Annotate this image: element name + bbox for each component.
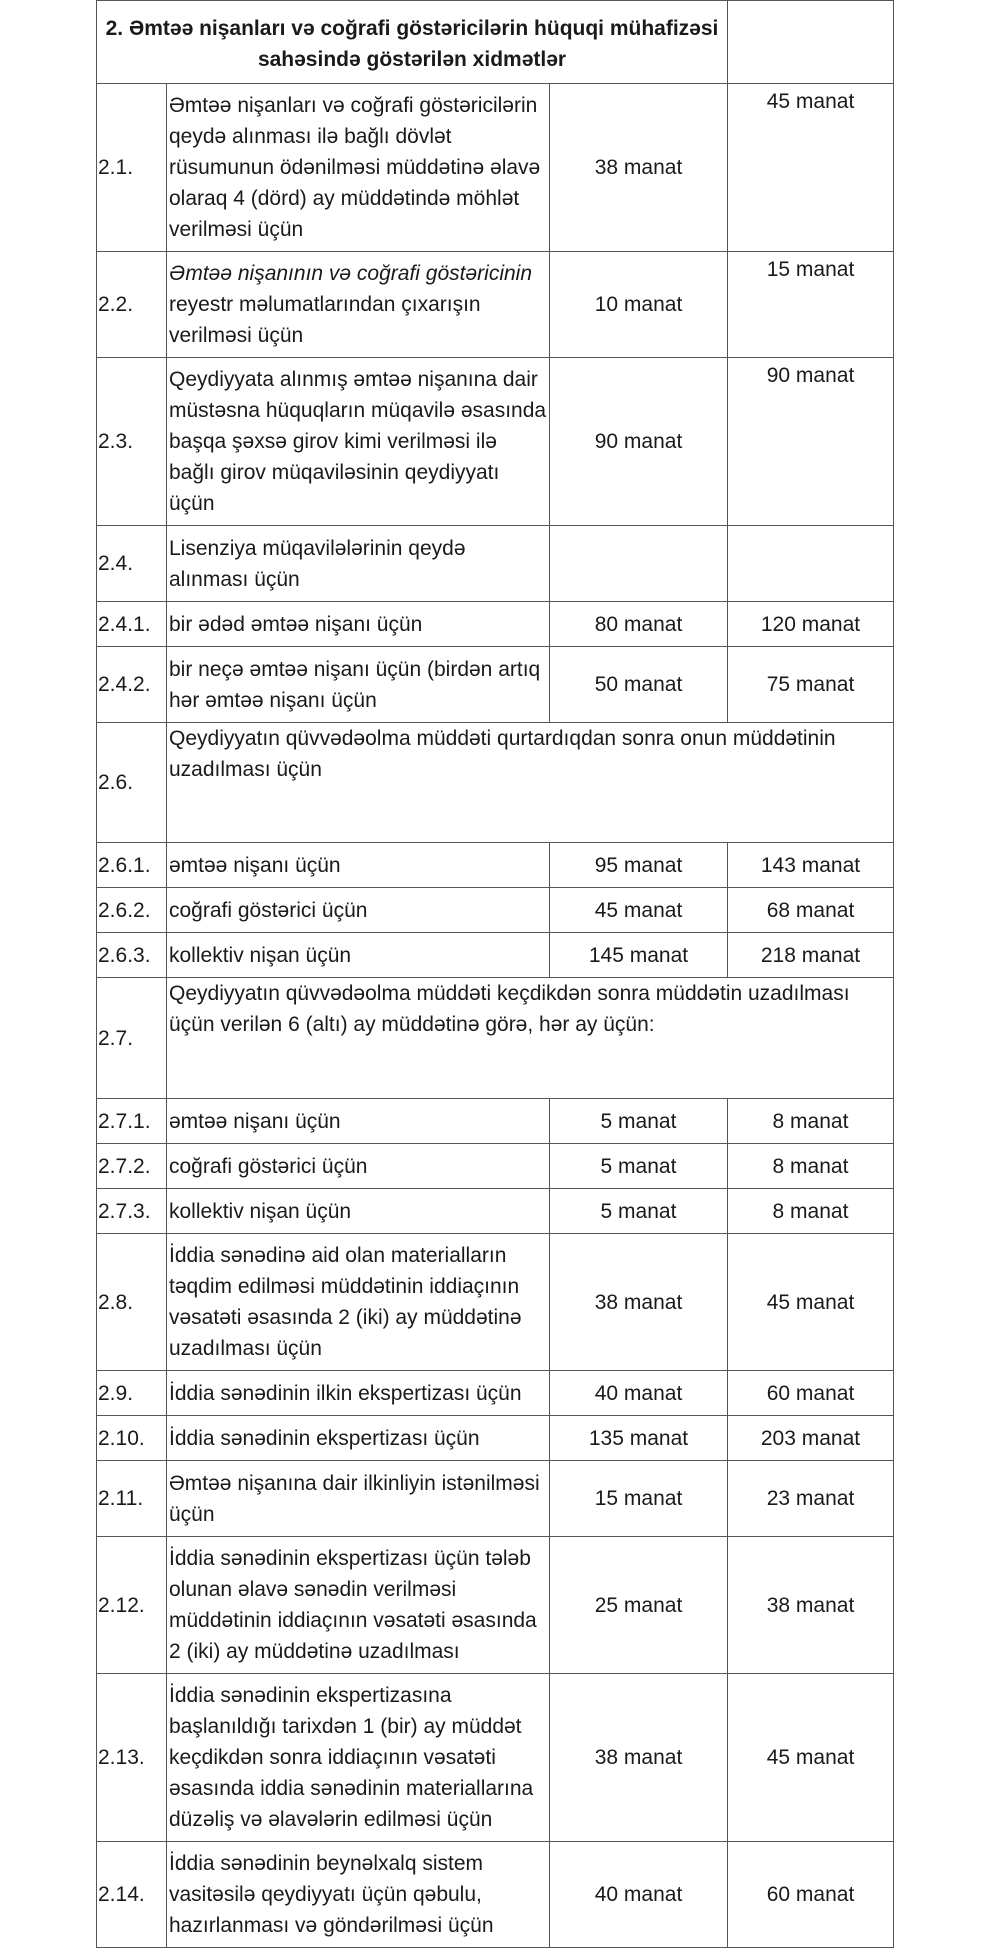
row-number: 2.7.3. xyxy=(97,1189,167,1234)
fee-document xyxy=(96,0,893,1948)
row-price-1: 90 manat xyxy=(550,358,728,526)
fee-table xyxy=(96,0,894,1948)
table-row xyxy=(97,723,894,843)
row-number: 2.7.2. xyxy=(97,1144,167,1189)
row-price-1: 40 manat xyxy=(550,1842,728,1948)
row-number: 2.3. xyxy=(97,358,167,526)
row-description: Qeydiyyatın qüvvədəolma müddəti qurtardıqdan sonra onun müddətinin uzadılması üçün xyxy=(167,723,894,843)
row-price-2: 60 manat xyxy=(728,1371,894,1416)
table-row xyxy=(97,1537,894,1674)
row-description: Qeydiyyatın qüvvədəolma müddəti keçdikdən sonra müddətin uzadılması üçün verilən 6 (altı) ay müddətinə görə, hər ay üçün: xyxy=(167,978,894,1099)
row-description: İddia sənədinin beynəlxalq sistem vasitəsilə qeydiyyatı üçün qəbulu, hazırlanması və göndərilməsi üçün xyxy=(167,1842,550,1948)
row-price-1: 10 manat xyxy=(550,252,728,358)
row-price-1 xyxy=(550,526,728,602)
row-price-1: 38 manat xyxy=(550,1674,728,1842)
row-price-1: 5 manat xyxy=(550,1099,728,1144)
row-description: coğrafi göstərici üçün xyxy=(167,888,550,933)
row-price-2: 38 manat xyxy=(728,1537,894,1674)
row-price-2: 15 manat xyxy=(728,252,894,358)
row-price-1: 25 manat xyxy=(550,1537,728,1674)
row-number: 2.9. xyxy=(97,1371,167,1416)
table-row xyxy=(97,843,894,888)
row-price-1: 145 manat xyxy=(550,933,728,978)
table-row xyxy=(97,358,894,526)
table-row xyxy=(97,647,894,723)
row-number: 2.4. xyxy=(97,526,167,602)
row-number: 2.12. xyxy=(97,1537,167,1674)
table-row xyxy=(97,933,894,978)
row-price-2 xyxy=(728,526,894,602)
row-price-2: 75 manat xyxy=(728,647,894,723)
row-description: bir neçə əmtəə nişanı üçün (birdən artıq hər əmtəə nişanı üçün xyxy=(167,647,550,723)
row-price-1: 5 manat xyxy=(550,1144,728,1189)
row-number: 2.6. xyxy=(97,723,167,843)
section-title: 2. Əmtəə nişanları və coğrafi göstəricilərin hüquqi mühafizəsi sahəsində göstərilən xidmətlər xyxy=(97,1,728,84)
row-price-1: 5 manat xyxy=(550,1189,728,1234)
row-description: İddia sənədinin ekspertizası üçün tələb olunan əlavə sənədin verilməsi müddətinin iddiaçının vəsatəti əsasında 2 (iki) ay müddətinə uzadılması xyxy=(167,1537,550,1674)
row-price-1: 50 manat xyxy=(550,647,728,723)
row-description-rest: reyestr məlumatlarından çıxarışın verilməsi üçün xyxy=(169,293,481,347)
row-description: bir ədəd əmtəə nişanı üçün xyxy=(167,602,550,647)
row-price-1: 95 manat xyxy=(550,843,728,888)
table-row xyxy=(97,84,894,252)
row-number: 2.6.3. xyxy=(97,933,167,978)
table-row xyxy=(97,1461,894,1537)
row-price-2: 60 manat xyxy=(728,1842,894,1948)
row-number: 2.7.1. xyxy=(97,1099,167,1144)
table-row xyxy=(97,1416,894,1461)
row-description: Əmtəə nişanına dair ilkinliyin istənilməsi üçün xyxy=(167,1461,550,1537)
row-price-2: 45 manat xyxy=(728,84,894,252)
row-number: 2.11. xyxy=(97,1461,167,1537)
row-description: İddia sənədinə aid olan materialların təqdim edilməsi müddətinin iddiaçının vəsatəti əsasında 2 (iki) ay müddətinə uzadılması üçün xyxy=(167,1234,550,1371)
row-description: Əmtəə nişanları və coğrafi göstəricilərin qeydə alınması ilə bağlı dövlət rüsumunun ödənilməsi müddətinə əlavə olaraq 4 (dörd) ay müddətində möhlət verilməsi üçün xyxy=(167,84,550,252)
row-number: 2.7. xyxy=(97,978,167,1099)
table-row xyxy=(97,1144,894,1189)
row-price-2: 8 manat xyxy=(728,1099,894,1144)
row-price-2: 8 manat xyxy=(728,1144,894,1189)
table-row xyxy=(97,252,894,358)
row-description xyxy=(167,252,550,358)
table-row xyxy=(97,1189,894,1234)
table-row xyxy=(97,1371,894,1416)
row-price-2: 8 manat xyxy=(728,1189,894,1234)
row-description: Qeydiyyata alınmış əmtəə nişanına dair müstəsna hüquqların müqavilə əsasında başqa şəxsə girov kimi verilməsi ilə bağlı girov müqaviləsinin qeydiyyatı üçün xyxy=(167,358,550,526)
row-price-2: 23 manat xyxy=(728,1461,894,1537)
row-description: coğrafi göstərici üçün xyxy=(167,1144,550,1189)
row-description: Lisenziya müqavilələrinin qeydə alınması üçün xyxy=(167,526,550,602)
row-price-2: 45 manat xyxy=(728,1674,894,1842)
row-price-2: 68 manat xyxy=(728,888,894,933)
row-price-1: 80 manat xyxy=(550,602,728,647)
row-number: 2.6.1. xyxy=(97,843,167,888)
row-description: əmtəə nişanı üçün xyxy=(167,843,550,888)
row-price-2: 203 manat xyxy=(728,1416,894,1461)
row-price-2: 120 manat xyxy=(728,602,894,647)
row-price-1: 45 manat xyxy=(550,888,728,933)
row-description: kollektiv nişan üçün xyxy=(167,933,550,978)
row-number: 2.13. xyxy=(97,1674,167,1842)
row-number: 2.6.2. xyxy=(97,888,167,933)
table-row xyxy=(97,1099,894,1144)
table-row xyxy=(97,602,894,647)
row-price-1: 135 manat xyxy=(550,1416,728,1461)
row-price-2: 218 manat xyxy=(728,933,894,978)
row-description: İddia sənədinin ekspertizası üçün xyxy=(167,1416,550,1461)
table-row xyxy=(97,888,894,933)
row-price-2: 45 manat xyxy=(728,1234,894,1371)
row-price-1: 15 manat xyxy=(550,1461,728,1537)
row-number: 2.1. xyxy=(97,84,167,252)
table-row xyxy=(97,978,894,1099)
table-row xyxy=(97,1234,894,1371)
section-header-row xyxy=(97,1,894,84)
row-number: 2.10. xyxy=(97,1416,167,1461)
row-description: İddia sənədinin ekspertizasına başlanıldığı tarixdən 1 (bir) ay müddət keçdikdən sonra iddiaçının vəsatəti əsasında iddia sənədinin materiallarına düzəliş və əlavələrin edilməsi üçün xyxy=(167,1674,550,1842)
row-number: 2.2. xyxy=(97,252,167,358)
row-number: 2.14. xyxy=(97,1842,167,1948)
section-header-empty-cell xyxy=(728,1,894,84)
row-price-1: 38 manat xyxy=(550,84,728,252)
row-number: 2.8. xyxy=(97,1234,167,1371)
row-price-1: 40 manat xyxy=(550,1371,728,1416)
row-price-1: 38 manat xyxy=(550,1234,728,1371)
table-row xyxy=(97,1842,894,1948)
row-number: 2.4.2. xyxy=(97,647,167,723)
table-row xyxy=(97,526,894,602)
row-description-italic: Əmtəə nişanının və coğrafi göstəricinin xyxy=(169,262,533,285)
row-description: İddia sənədinin ilkin ekspertizası üçün xyxy=(167,1371,550,1416)
row-number: 2.4.1. xyxy=(97,602,167,647)
row-description: əmtəə nişanı üçün xyxy=(167,1099,550,1144)
table-row xyxy=(97,1674,894,1842)
row-price-2: 143 manat xyxy=(728,843,894,888)
row-price-2: 90 manat xyxy=(728,358,894,526)
row-description: kollektiv nişan üçün xyxy=(167,1189,550,1234)
